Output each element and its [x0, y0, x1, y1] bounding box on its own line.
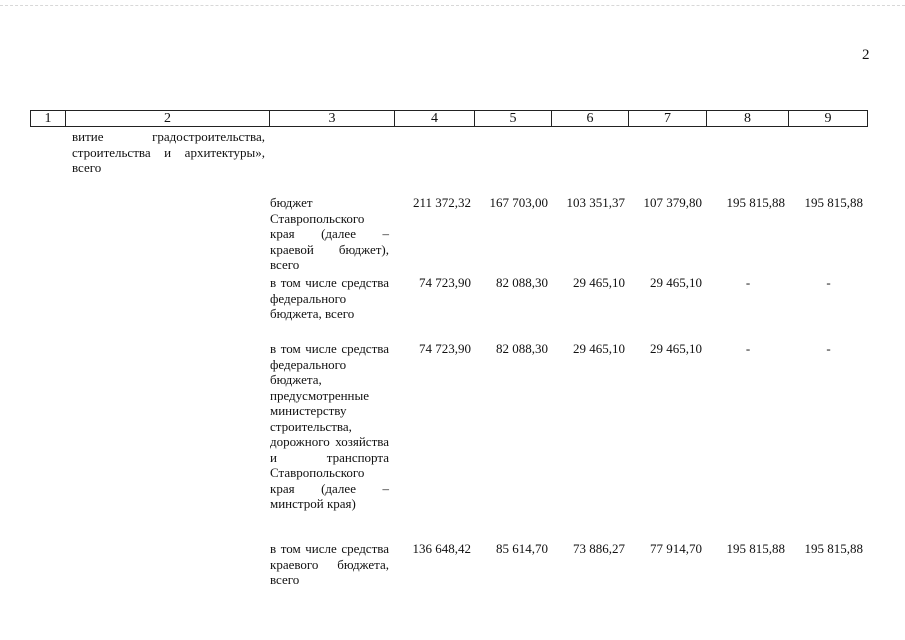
header-col-7: 7 — [629, 110, 707, 127]
scan-edge-artifact — [0, 5, 905, 9]
header-col-4: 4 — [395, 110, 475, 127]
row-label: в том числе средства краевого бюджета, всего — [270, 541, 389, 587]
value-col-5: 82 088,30 — [496, 341, 548, 356]
value-col-6: 29 465,10 — [573, 275, 625, 290]
value-col-9: 195 815,88 — [804, 195, 863, 210]
row-label: бюджет Ставропольского края (далее – краевой бюджет), всего — [270, 195, 389, 272]
value-col-8: 195 815,88 — [726, 541, 785, 556]
value-col-7: 107 379,80 — [643, 195, 702, 210]
value-col-7: 77 914,70 — [650, 541, 702, 556]
program-name-continuation: витие градостроительства, строительства и архитектуры», всего — [72, 129, 265, 175]
value-col-9: - — [826, 341, 831, 356]
value-col-4: 136 648,42 — [412, 541, 471, 556]
row-label: в том числе средства федерального бюджета, всего — [270, 275, 389, 321]
value-col-6: 29 465,10 — [573, 341, 625, 356]
value-col-7: 29 465,10 — [650, 275, 702, 290]
value-col-8: - — [745, 341, 751, 356]
value-col-5: 85 614,70 — [496, 541, 548, 556]
value-col-9: - — [826, 275, 831, 290]
header-col-2: 2 — [66, 110, 270, 127]
header-col-1: 1 — [30, 110, 66, 127]
row-label: в том числе средства федерального бюджета, предусмотренные министерству строительства, дорожного хозяйства и транспорта Ставропольского края (далее – минстрой края) — [270, 341, 389, 511]
value-col-6: 103 351,37 — [566, 195, 625, 210]
header-col-3: 3 — [270, 110, 395, 127]
value-col-5: 167 703,00 — [489, 195, 548, 210]
value-col-8: - — [745, 275, 751, 290]
header-col-6: 6 — [552, 110, 629, 127]
page-number: 2 — [862, 47, 870, 63]
header-col-5: 5 — [475, 110, 552, 127]
header-col-9: 9 — [789, 110, 868, 127]
value-col-7: 29 465,10 — [650, 341, 702, 356]
value-col-5: 82 088,30 — [496, 275, 548, 290]
value-col-4: 211 372,32 — [412, 195, 471, 210]
value-col-6: 73 886,27 — [573, 541, 625, 556]
header-col-8: 8 — [707, 110, 789, 127]
value-col-8: 195 815,88 — [726, 195, 785, 210]
value-col-9: 195 815,88 — [804, 541, 863, 556]
value-col-4: 74 723,90 — [419, 341, 471, 356]
value-col-4: 74 723,90 — [419, 275, 471, 290]
